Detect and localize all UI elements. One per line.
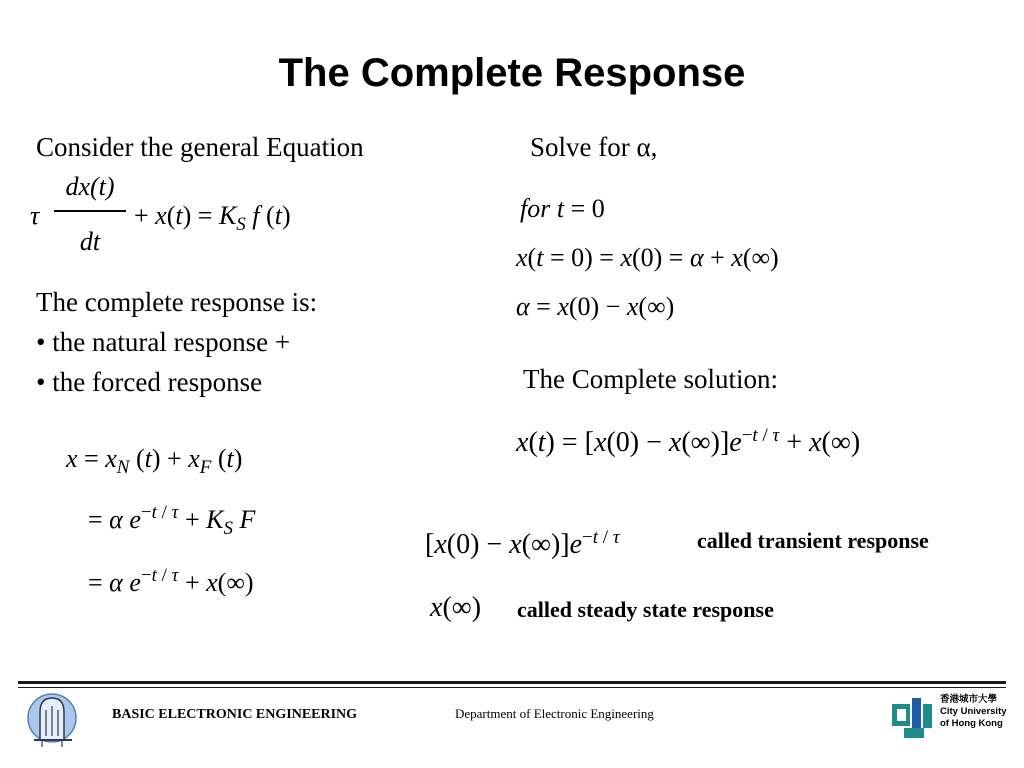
vacuum-tube-icon <box>26 690 82 750</box>
intro-text: Consider the general Equation <box>36 132 364 162</box>
solve-label: Solve for α, <box>530 132 658 162</box>
university-name <box>940 694 1007 730</box>
complete-solution-label: The Complete solution: <box>523 364 778 394</box>
bullet-forced: • the forced response <box>36 367 263 397</box>
department-name: Department of Electronic Engineering <box>455 706 654 721</box>
course-name: BASIC ELECTRONIC ENGINEERING <box>112 707 358 722</box>
university-name-en-2: of Hong Kong <box>940 718 1003 729</box>
slide-title: The Complete Response <box>278 51 746 95</box>
footer-rule <box>18 681 1006 684</box>
transient-note: called transient response <box>697 528 929 553</box>
complete-solution-equation: $x(t) = [x(0) - x(\infty)]e^{-t / \tau} + x(\infty)$ <box>516 425 861 458</box>
cityu-logo-icon <box>890 694 934 740</box>
steady-note: called steady state response <box>517 597 774 622</box>
steady-term: x(∞) <box>430 592 482 623</box>
response-heading: The complete response is: <box>36 287 318 317</box>
university-name-en-1: City University <box>940 706 1007 717</box>
bullet-natural: • the natural response + <box>36 327 291 357</box>
footer-rule-thin <box>18 687 1006 688</box>
transient-term: $[x(0) - x(\infty)]e^{-t / \tau}$ <box>425 527 620 560</box>
university-name-zh: 香港城市大學 <box>940 694 998 705</box>
